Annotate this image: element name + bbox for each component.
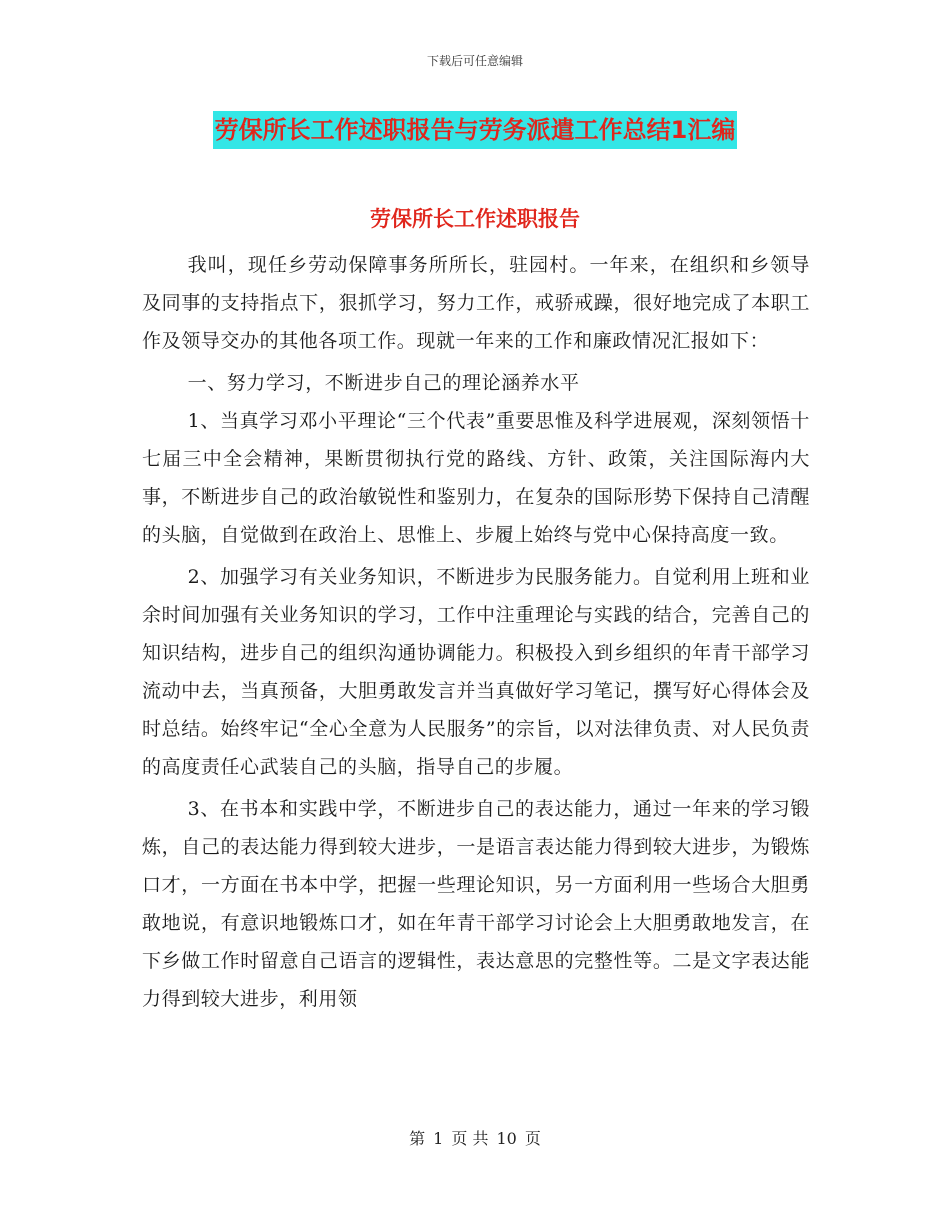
body-paragraph: 1、当真学习邓小平理论“三个代表”重要思惟及科学进展观，深刻领悟十七届三中全会精神，果断贯彻执行党的路线、方针、政策，关注国际海内大事，不断进步自己的政治敏锐性和鉴别力，在复杂的国际形势下保持自己清醒的头脑，自觉做到在政治上、思惟上、步履上始终与党中心保持高度一致。 [142, 410, 810, 546]
body-paragraph: 3、在书本和实践中学，不断进步自己的表达能力，通过一年来的学习锻炼，自己的表达能力得到较大进步，一是语言表达能力得到较大进步，为锻炼口才，一方面在书本中学，把握一些理论知识，另一方面利用一些场合大胆勇敢地说，有意识地锻炼口才，如在年青干部学习讨论会上大胆勇敢地发言，在下乡做工作时留意自己语言的逻辑性，表达意思的完整性等。二是文字表达能力得到较大进步，利用领 [142, 798, 810, 1010]
document-body [142, 246, 810, 1018]
section-title: 劳保所长工作述职报告 [370, 207, 580, 231]
footer-prefix: 第 [409, 1129, 426, 1148]
footer-total-pages: 10 [496, 1129, 517, 1148]
document-title: 劳保所长工作述职报告与劳务派遣工作总结1汇编 [213, 111, 738, 149]
footer-middle: 页 共 [451, 1129, 489, 1148]
body-paragraph: 2、加强学习有关业务知识，不断进步为民服务能力。自觉利用上班和业余时间加强有关业务知识的学习，工作中注重理论与实践的结合，完善自己的知识结构，进步自己的组织沟通协调能力。积极投入到乡组织的年青干部学习流动中去，当真预备，大胆勇敢发言并当真做好学习笔记，撰写好心得体会及时总结。始终牢记“全心全意为人民服务”的宗旨，以对法律负责、对人民负责的高度责任心武装自己的头脑，指导自己的步履。 [142, 566, 810, 778]
body-paragraph: 一、努力学习，不断进步自己的理论涵养水平 [187, 372, 580, 394]
page-footer [0, 1126, 950, 1149]
footer-suffix: 页 [524, 1129, 541, 1148]
header-note: 下载后可任意编辑 [426, 54, 523, 68]
document-title-container [0, 111, 950, 149]
footer-page-number: 1 [433, 1129, 444, 1148]
body-paragraph: 我叫，现任乡劳动保障事务所所长，驻园村。一年来，在组织和乡领导及同事的支持指点下，狠抓学习，努力工作，戒骄戒躁，很好地完成了本职工作及领导交办的其他各项工作。现就一年来的工作和廉政情况汇报如下： [142, 254, 810, 352]
